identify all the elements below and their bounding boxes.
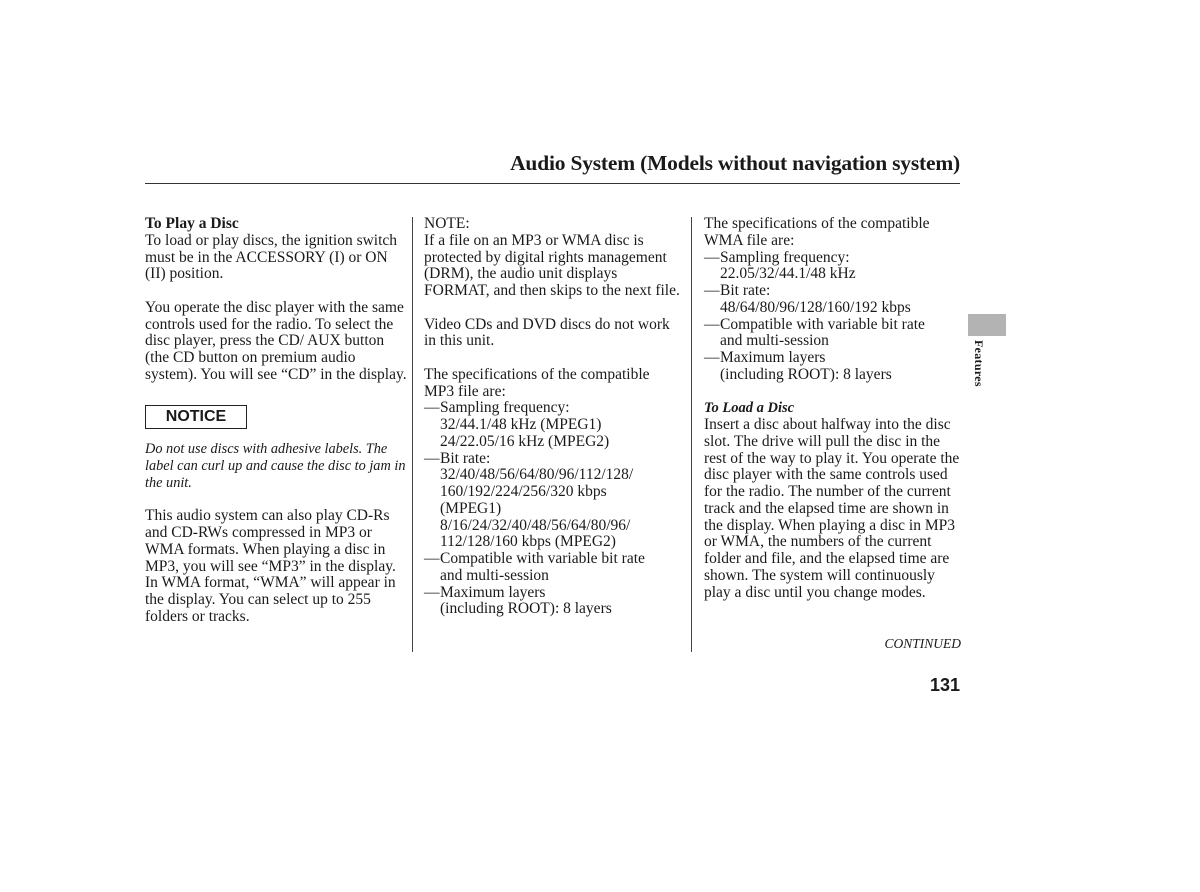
spec-value: 48/64/80/96/128/160/192 kbps: [720, 298, 911, 316]
spec-item: [704, 317, 962, 351]
notice-text: Do not use discs with adhesive labels. The label can curl up and cause the disc to jam in the unit.: [145, 441, 406, 491]
spec-value: 32/40/48/56/64/80/96/112/128/: [440, 466, 634, 484]
dash-icon: —: [704, 248, 720, 266]
section-heading-load-disc: To Load a Disc: [704, 400, 795, 417]
dash-icon: —: [704, 349, 720, 366]
notice-badge: NOTICE: [145, 405, 247, 429]
paragraph: Video CDs and DVD discs do not work in this unit.: [424, 315, 670, 350]
column-2: [424, 216, 682, 618]
dash-icon: —: [424, 399, 440, 417]
spec-value: (MPEG1): [440, 499, 502, 517]
spec-value: and multi-session: [440, 566, 549, 584]
continued-label: CONTINUED: [884, 636, 961, 651]
spec-label: Compatible with variable bit rate: [720, 315, 925, 333]
spec-intro: The specifications of the compatible MP3 file are:: [424, 365, 650, 400]
note-label: NOTE:: [424, 215, 470, 232]
spec-value: and multi-session: [720, 332, 829, 350]
header-rule: [145, 183, 960, 184]
spec-label: Bit rate:: [720, 282, 771, 299]
spec-label: Maximum layers: [440, 583, 546, 601]
spec-label: Sampling frequency:: [720, 248, 850, 266]
paragraph: You operate the disc player with the same controls used for the radio. To select the disc player, press the CD/ AUX button (the CD button on premium audio system). You will see “CD” in the display.: [145, 298, 407, 383]
spec-value: 112/128/160 kbps (MPEG2): [440, 533, 616, 551]
spec-item: [424, 551, 682, 585]
paragraph: This audio system can also play CD-Rs and CD-RWs compressed in MP3 or WMA formats. When playing a disc in MP3, you will see “MP3” in the display. In WMA format, “WMA” will appear in the display. You can select up to 255 folders or tracks.: [145, 507, 396, 625]
dash-icon: —: [424, 550, 440, 567]
column-divider: [691, 217, 692, 652]
note-text: If a file on an MP3 or WMA disc is protected by digital rights management (DRM), the audio unit displays FORMAT, and then skips to the next file.: [424, 231, 680, 299]
dash-icon: —: [424, 449, 440, 467]
spec-value: 8/16/24/32/40/48/56/64/80/96/: [440, 516, 631, 534]
spec-label: Compatible with variable bit rate: [440, 550, 645, 567]
spec-item: [704, 350, 962, 384]
section-tab: [968, 314, 1006, 336]
section-heading-play-disc: To Play a Disc: [145, 215, 239, 232]
section-tab-label: Features: [972, 340, 986, 387]
dash-icon: —: [424, 583, 440, 601]
spec-item: [704, 250, 962, 284]
column-1: [145, 216, 407, 642]
dash-icon: —: [704, 315, 720, 333]
spec-item: [424, 400, 682, 450]
spec-label: Maximum layers: [720, 349, 826, 366]
spec-value: 22.05/32/44.1/48 kHz: [720, 265, 856, 283]
spec-item: [424, 451, 682, 552]
spec-label: Bit rate:: [440, 449, 491, 467]
page-number: 131: [929, 675, 960, 695]
spec-item: [704, 283, 962, 317]
spec-value: 160/192/224/256/320 kbps: [440, 483, 607, 500]
spec-value: 24/22.05/16 kHz (MPEG2): [440, 432, 610, 450]
spec-value: (including ROOT): 8 layers: [440, 600, 612, 618]
page-title: Audio System (Models without navigation system): [510, 151, 960, 175]
spec-value: 32/44.1/48 kHz (MPEG1): [440, 416, 602, 433]
spec-item: [424, 585, 682, 619]
column-divider: [412, 217, 413, 652]
spec-label: Sampling frequency:: [440, 399, 570, 417]
paragraph: Insert a disc about halfway into the disc slot. The drive will pull the disc in the rest of the way to play it. You operate the disc player with the same controls used for the radio. The number of the current track and the elapsed time are shown in the display. When playing a disc in MP3 or WMA, the numbers of the current folder and file, and the elapsed time are shown. The system will continuously play a disc until you change modes.: [704, 416, 960, 601]
spec-value: (including ROOT): 8 layers: [720, 365, 892, 383]
paragraph: To load or play discs, the ignition switch must be in the ACCESSORY (I) or ON (II) position.: [145, 231, 398, 283]
dash-icon: —: [704, 282, 720, 299]
column-3: [704, 216, 962, 618]
spec-intro: The specifications of the compatible WMA file are:: [704, 215, 930, 249]
